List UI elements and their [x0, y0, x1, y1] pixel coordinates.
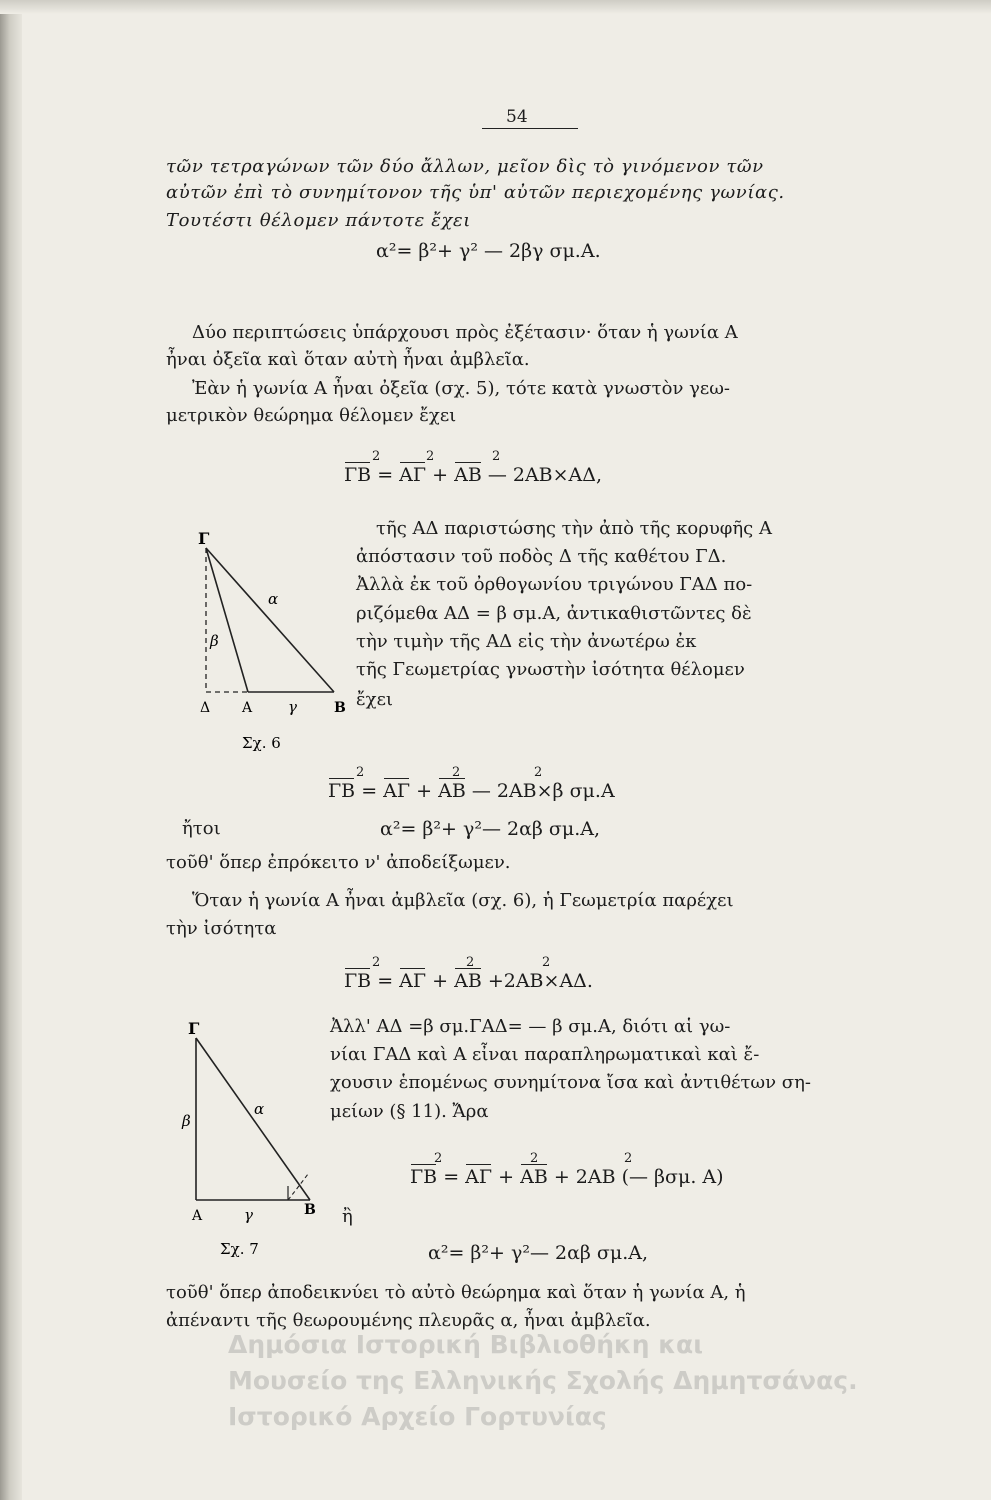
- equation-4: α²= β²+ γ²— 2αβ σμ.Α,: [380, 818, 601, 840]
- eq3-sup-1: 2: [356, 765, 365, 780]
- watermark-line-3: Ιστορικό Αρχείο Γορτυνίας: [228, 1402, 607, 1431]
- text-line-7: μετρικὸν θεώρημα θέλομεν ἔχει: [166, 405, 457, 426]
- eq2-gb: ΓΒ: [344, 464, 372, 486]
- fig6-label-B: Β: [334, 700, 346, 716]
- wrap-line-1: τῆς ΑΔ παριστώσης τὴν ἀπὸ τῆς κορυφῆς Α: [376, 518, 772, 539]
- eq5-sup-1: 2: [372, 955, 381, 970]
- eq2-ag: ΑΓ: [399, 464, 427, 486]
- fig6-caption: Σχ. 6: [242, 734, 281, 752]
- wrap2-line-4: μείων (§ 11). Ἄρα: [330, 1101, 489, 1122]
- text-line-5: ἦναι ὀξεῖα καὶ ὅταν αὐτὴ ἦναι ἀμβλεῖα.: [166, 349, 530, 370]
- fig7-label-b: β: [182, 1112, 191, 1130]
- fig6-label-D: Δ: [200, 700, 211, 716]
- equation-7: α²= β²+ γ²— 2αβ σμ.Α,: [428, 1242, 649, 1264]
- fig7-label-A: Α: [192, 1208, 203, 1224]
- text-line-9: Ὅταν ἡ γωνία Α ἦναι ἀμβλεῖα (σχ. 6), ἡ Γεωμετρία παρέχει: [192, 890, 734, 911]
- page-shadow-left: [0, 0, 22, 1500]
- fig7-label-g: γ: [244, 1206, 253, 1224]
- eq5-sup-2: 2: [466, 955, 475, 970]
- text-line-4: Δύο περιπτώσεις ὑπάρχουσι πρὸς ἐξέτασιν· ὅταν ἡ γωνία Α: [192, 322, 738, 343]
- watermark-line-1: Δημόσια Ιστορική Βιβλιοθήκη και: [228, 1330, 703, 1359]
- equation-2: ΓΒ = ΑΓ + ΑΒ — 2ΑΒ×ΑΔ,: [344, 464, 603, 486]
- fig6-label-a: α: [268, 590, 279, 608]
- text-line-2: αὐτῶν ἐπὶ τὸ συνημίτονον τῆς ὑπ' αὐτῶν περιεχομένης γωνίας.: [166, 182, 785, 203]
- page-shadow-top: [0, 0, 991, 14]
- wrap-line-5: τὴν τιμὴν τῆς ΑΔ εἰς τὴν ἀνωτέρω ἐκ: [356, 631, 697, 652]
- wrap2-line-1: Ἀλλ' ΑΔ =β σμ.ΓΑΔ= — β σμ.Α, διότι αἱ γω-: [330, 1016, 731, 1037]
- eq6-sup-1: 2: [434, 1151, 443, 1166]
- wrap-line-7: ἔχει: [356, 689, 393, 710]
- eq2-ab: ΑΒ: [454, 464, 482, 486]
- text-line-6: Ἐὰν ἡ γωνία Α ἦναι ὀξεῖα (σχ. 5), τότε κατὰ γνωστὸν γεω-: [192, 378, 730, 399]
- eq5-sup-3: 2: [542, 955, 551, 970]
- text-line-12: ἀπέναντι τῆς θεωρουμένης πλευρᾶς α, ἦναι ἀμβλεῖα.: [166, 1310, 651, 1331]
- wrap-line-2: ἀπόστασιν τοῦ ποδὸς Δ τῆς καθέτου ΓΔ.: [356, 546, 727, 567]
- watermark-line-2: Μουσείο της Ελληνικής Σχολής Δημητσάνας.: [228, 1366, 858, 1395]
- eq3-sup-3: 2: [534, 765, 543, 780]
- eq6-sup-2: 2: [530, 1151, 539, 1166]
- equation-6: ΓΒ = ΑΓ + ΑΒ + 2ΑΒ (— βσμ. Α): [410, 1166, 724, 1188]
- text-line-10: τὴν ἰσότητα: [166, 918, 277, 939]
- text-line-11: τοῦθ' ὅπερ ἀποδεικνύει τὸ αὐτὸ θεώρημα καὶ ὅταν ἡ γωνία Α, ἡ: [166, 1282, 746, 1303]
- fig6-label-g: γ: [288, 698, 297, 716]
- text-line-1: τῶν τετραγώνων τῶν δύο ἄλλων, μεῖον δὶς τὸ γινόμενον τῶν: [166, 156, 764, 177]
- eq3-sup-2: 2: [452, 765, 461, 780]
- text-line-3: Τουτέστι θέλομεν πάντοτε ἔχει: [166, 210, 471, 231]
- eq6-sup-3: 2: [624, 1151, 633, 1166]
- fig7-caption: Σχ. 7: [220, 1240, 259, 1258]
- figure-7: [184, 1014, 334, 1264]
- fig6-label-G: Γ: [198, 529, 210, 548]
- wrap-line-3: Ἀλλὰ ἐκ τοῦ ὀρθογωνίου τριγώνου ΓΑΔ πο-: [356, 574, 753, 595]
- wrap2-line-3: χουσιν ἑπομένως συνημίτονα ἴσα καὶ ἀντιθέτων ση-: [330, 1072, 811, 1093]
- eq2-sup-3: 2: [492, 449, 501, 464]
- eq2-sup-1: 2: [372, 449, 381, 464]
- equation-5: ΓΒ = ΑΓ + ΑΒ +2ΑΒ×ΑΔ.: [344, 970, 593, 992]
- fig7-label-G: Γ: [188, 1019, 200, 1038]
- wrap2-line-2: νίαι ΓΑΔ καὶ Α εἶναι παραπληρωματικαὶ καὶ ἔ-: [330, 1044, 760, 1065]
- fig7-label-B: Β: [304, 1202, 316, 1218]
- eq2-sup-2: 2: [426, 449, 435, 464]
- figure-6: [196, 520, 356, 750]
- equation-1: α²= β²+ γ² — 2βγ σμ.Α.: [376, 240, 601, 262]
- equation-3: ΓΒ = ΑΓ + ΑΒ — 2ΑΒ×β σμ.Α: [328, 780, 615, 802]
- wrap-line-6: τῆς Γεωμετρίας γνωστὴν ἰσότητα θέλομεν: [356, 659, 745, 680]
- wrap-line-4: ριζόμεθα ΑΔ = β σμ.Α, ἀντικαθιστῶντες δὲ: [356, 603, 752, 624]
- fig6-label-A: Α: [242, 700, 253, 716]
- page-number: 54: [506, 107, 528, 127]
- page-number-rule: [482, 128, 578, 129]
- fig6-label-b: β: [210, 632, 219, 650]
- itoi-label: ἤτοι: [182, 818, 221, 839]
- fig7-label-a: α: [254, 1100, 265, 1118]
- text-line-8: τοῦθ' ὅπερ ἐπρόκειτο ν' ἀποδείξωμεν.: [166, 852, 511, 873]
- eta-label: ἢ: [342, 1206, 353, 1227]
